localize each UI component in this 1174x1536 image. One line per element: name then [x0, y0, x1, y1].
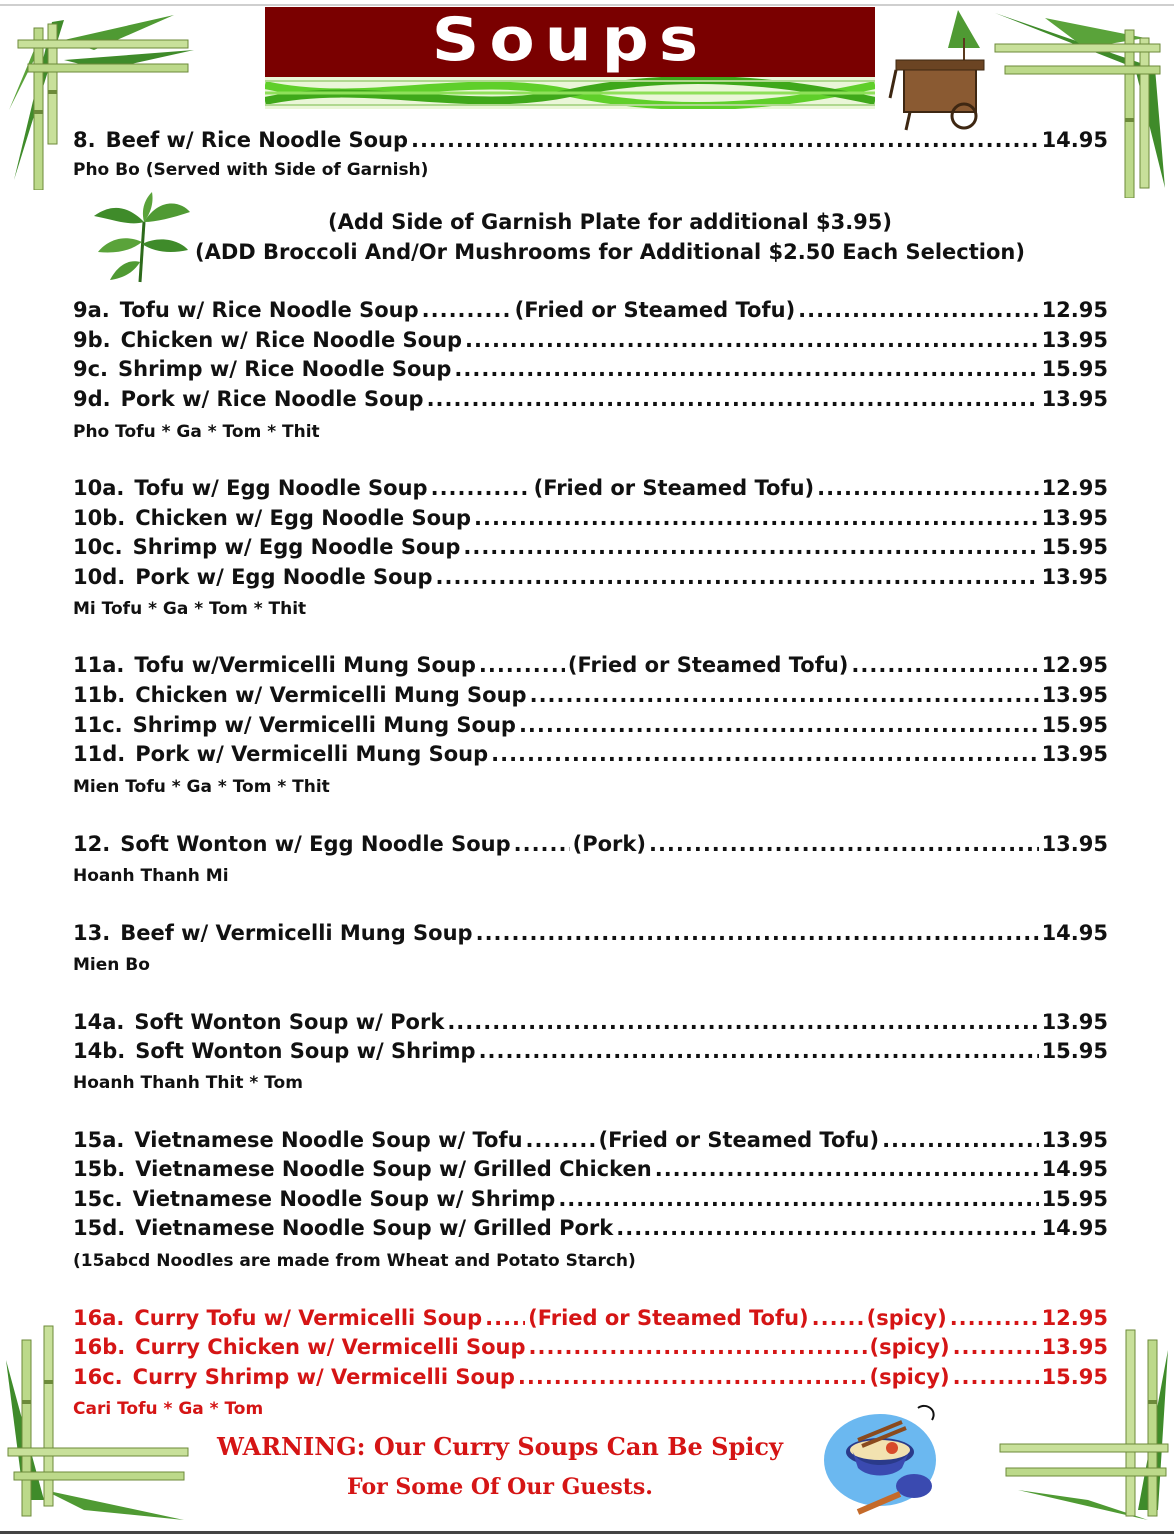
item-name: Shrimp w/ Rice Noodle Soup: [118, 357, 452, 381]
item-code: 15b.: [73, 1157, 126, 1181]
item-note: (Fried or Steamed Tofu): [514, 298, 796, 322]
dot-leader: [882, 1128, 1039, 1152]
dot-leader: [530, 683, 1039, 707]
menu-item: [73, 713, 1108, 743]
item-name: Chicken w/ Vermicelli Mung Soup: [135, 683, 527, 707]
item-name: Curry Chicken w/ Vermicelli Soup: [135, 1335, 526, 1359]
item-code: 11b.: [73, 683, 126, 707]
spicy-label: (spicy): [866, 1306, 947, 1330]
menu-item: [73, 1187, 1108, 1217]
item-price: 15.95: [1041, 1187, 1108, 1211]
item-name: Chicken w/ Rice Noodle Soup: [120, 328, 463, 352]
item-price: 14.95: [1041, 1216, 1108, 1240]
noodle-bowl-icon: [822, 1400, 946, 1518]
dot-leader: [465, 328, 1039, 352]
item-code: 11c.: [73, 713, 123, 737]
item-code: 15c.: [73, 1187, 123, 1211]
item-name: Vietnamese Noodle Soup w/ Tofu: [134, 1128, 523, 1152]
spicy-warning-continued: For Some Of Our Guests.: [347, 1474, 653, 1500]
item-price: 15.95: [1041, 713, 1108, 737]
item-name: Shrimp w/ Vermicelli Mung Soup: [132, 713, 516, 737]
dot-leader: [616, 1216, 1038, 1240]
menu-item: [73, 476, 1108, 506]
menu-item: [73, 298, 1108, 328]
item-price: 15.95: [1041, 1365, 1108, 1389]
page-title: Soups: [431, 4, 709, 75]
item-price: 12.95: [1041, 1306, 1108, 1330]
item-code: 9c.: [73, 357, 109, 381]
item-name: Pork w/ Vermicelli Mung Soup: [135, 742, 489, 766]
braid-divider: [265, 77, 875, 109]
menu-item: [73, 1039, 1108, 1069]
dot-leader: [479, 1039, 1039, 1063]
addon-vegetables: (ADD Broccoli And/Or Mushrooms for Additional $2.50 Each Selection): [195, 240, 1025, 264]
item-name: Soft Wonton Soup w/ Shrimp: [135, 1039, 476, 1063]
item-price: 14.95: [1041, 1157, 1108, 1181]
item-price: 13.95: [1041, 565, 1108, 589]
dot-leader: [479, 653, 565, 677]
dot-leader: [514, 832, 570, 856]
menu-item: [73, 1365, 1108, 1395]
food-cart-icon: [888, 8, 988, 132]
item-price: 13.95: [1041, 506, 1108, 530]
item-name: Soft Wonton w/ Egg Noodle Soup: [120, 832, 511, 856]
vietnamese-name: Hoanh Thanh Thit * Tom: [73, 1073, 303, 1093]
item-note: (Fried or Steamed Tofu): [598, 1128, 880, 1152]
menu-item: [73, 328, 1108, 358]
item-note: (Fried or Steamed Tofu): [567, 653, 849, 677]
menu-item: [73, 1335, 1108, 1365]
item-name: Curry Shrimp w/ Vermicelli Soup: [132, 1365, 515, 1389]
item-name: Pork w/ Egg Noodle Soup: [135, 565, 433, 589]
item-code: 10a.: [73, 476, 125, 500]
menu-item: [73, 506, 1108, 536]
vietnamese-name: Mi Tofu * Ga * Tom * Thit: [73, 599, 307, 619]
item-note: (Pork): [572, 832, 646, 856]
spicy-warning: WARNING: Our Curry Soups Can Be Spicy: [217, 1432, 783, 1461]
item-name: Pork w/ Rice Noodle Soup: [120, 387, 424, 411]
vietnamese-name: Cari Tofu * Ga * Tom: [73, 1399, 264, 1419]
item-code: 9d.: [73, 387, 111, 411]
dot-leader: [431, 476, 531, 500]
vietnamese-name: Mien Tofu * Ga * Tom * Thit: [73, 777, 330, 797]
item-code: 11a.: [73, 653, 125, 677]
dot-leader: [476, 921, 1039, 945]
dot-leader: [485, 1306, 525, 1330]
dot-leader: [518, 1365, 867, 1389]
item-name: Vietnamese Noodle Soup w/ Grilled Pork: [135, 1216, 614, 1240]
dot-leader: [649, 832, 1039, 856]
item-name: Curry Tofu w/ Vermicelli Soup: [134, 1306, 483, 1330]
menu-item: [73, 653, 1108, 683]
menu-item: [73, 1157, 1108, 1187]
bamboo-frame-icon: [998, 1320, 1172, 1520]
item-price: 13.95: [1041, 832, 1108, 856]
ingredient-note: (15abcd Noodles are made from Wheat and Potato Starch): [73, 1251, 636, 1271]
dot-leader: [558, 1187, 1038, 1211]
menu-item: [73, 387, 1108, 417]
spicy-label: (spicy): [869, 1365, 950, 1389]
item-price: 15.95: [1041, 535, 1108, 559]
bottom-divider: [0, 1531, 1174, 1534]
vietnamese-name: Hoanh Thanh Mi: [73, 866, 229, 886]
dot-leader: [798, 298, 1038, 322]
item-name: Beef w/ Rice Noodle Soup: [105, 128, 409, 152]
dot-leader: [447, 1010, 1038, 1034]
dot-leader: [474, 506, 1039, 530]
item-name: Tofu w/ Rice Noodle Soup: [119, 298, 419, 322]
item-code: 8.: [73, 128, 96, 152]
item-code: 9b.: [73, 328, 111, 352]
menu-item: [73, 921, 1108, 951]
item-price: 13.95: [1041, 683, 1108, 707]
item-price: 13.95: [1041, 1335, 1108, 1359]
item-price: 13.95: [1041, 1010, 1108, 1034]
item-price: 13.95: [1041, 1128, 1108, 1152]
item-name: Shrimp w/ Egg Noodle Soup: [132, 535, 461, 559]
dot-leader: [427, 387, 1039, 411]
item-code: 13.: [73, 921, 111, 945]
item-name: Vietnamese Noodle Soup w/ Grilled Chicken: [135, 1157, 652, 1181]
vietnamese-name: Pho Tofu * Ga * Tom * Thit: [73, 422, 320, 442]
menu-item: [73, 128, 1108, 158]
item-code: 14b.: [73, 1039, 126, 1063]
dot-leader: [655, 1157, 1039, 1181]
bamboo-frame-icon: [4, 1320, 194, 1520]
item-name: Beef w/ Vermicelli Mung Soup: [120, 921, 473, 945]
dot-leader: [526, 1128, 596, 1152]
menu-item: [73, 357, 1108, 387]
item-code: 10b.: [73, 506, 126, 530]
item-name: Chicken w/ Egg Noodle Soup: [135, 506, 471, 530]
vietnamese-name: Pho Bo (Served with Side of Garnish): [73, 160, 429, 180]
item-code: 15d.: [73, 1216, 126, 1240]
item-price: 12.95: [1041, 653, 1108, 677]
item-code: 10c.: [73, 535, 123, 559]
item-name: Vietnamese Noodle Soup w/ Shrimp: [132, 1187, 556, 1211]
dot-leader: [529, 1335, 867, 1359]
menu-item: [73, 1216, 1108, 1246]
item-price: 14.95: [1041, 921, 1108, 945]
spicy-label: (spicy): [869, 1335, 950, 1359]
vietnamese-name: Mien Bo: [73, 955, 150, 975]
dot-leader: [411, 128, 1039, 152]
item-code: 16c.: [73, 1365, 123, 1389]
item-code: 12.: [73, 832, 111, 856]
menu-item: [73, 742, 1108, 772]
item-price: 14.95: [1041, 128, 1108, 152]
item-code: 11d.: [73, 742, 126, 766]
dot-leader: [817, 476, 1038, 500]
item-price: 15.95: [1041, 357, 1108, 381]
item-price: 13.95: [1041, 387, 1108, 411]
item-name: Soft Wonton Soup w/ Pork: [134, 1010, 445, 1034]
bamboo-frame-icon: [985, 8, 1171, 198]
menu-item: [73, 535, 1108, 565]
item-code: 9a.: [73, 298, 110, 322]
menu-item: [73, 683, 1108, 713]
addon-garnish: (Add Side of Garnish Plate for additional $3.95): [327, 210, 893, 234]
herb-leaf-icon: [90, 192, 194, 286]
item-name: Tofu w/Vermicelli Mung Soup: [134, 653, 476, 677]
item-code: 16a.: [73, 1306, 125, 1330]
dot-leader: [851, 653, 1038, 677]
item-code: 15a.: [73, 1128, 125, 1152]
item-price: 12.95: [1041, 476, 1108, 500]
menu-item: [73, 832, 1108, 862]
item-note: (Fried or Steamed Tofu): [528, 1306, 809, 1330]
item-name: Tofu w/ Egg Noodle Soup: [134, 476, 428, 500]
dot-leader: [422, 298, 512, 322]
dot-leader: [491, 742, 1038, 766]
item-code: 16b.: [73, 1335, 126, 1359]
item-price: 15.95: [1041, 1039, 1108, 1063]
item-price: 13.95: [1041, 328, 1108, 352]
item-note: (Fried or Steamed Tofu): [533, 476, 815, 500]
item-code: 14a.: [73, 1010, 125, 1034]
item-code: 10d.: [73, 565, 126, 589]
dot-leader: [519, 713, 1039, 737]
item-price: 13.95: [1041, 742, 1108, 766]
item-price: 12.95: [1041, 298, 1108, 322]
menu-item: [73, 1010, 1108, 1040]
title-banner: [265, 4, 875, 77]
dot-leader: [436, 565, 1039, 589]
menu-item: [73, 565, 1108, 595]
dot-leader: [454, 357, 1038, 381]
dot-leader: [463, 535, 1038, 559]
menu-item: [73, 1128, 1108, 1158]
menu-item: [73, 1306, 1108, 1336]
dot-leader: [812, 1306, 864, 1330]
